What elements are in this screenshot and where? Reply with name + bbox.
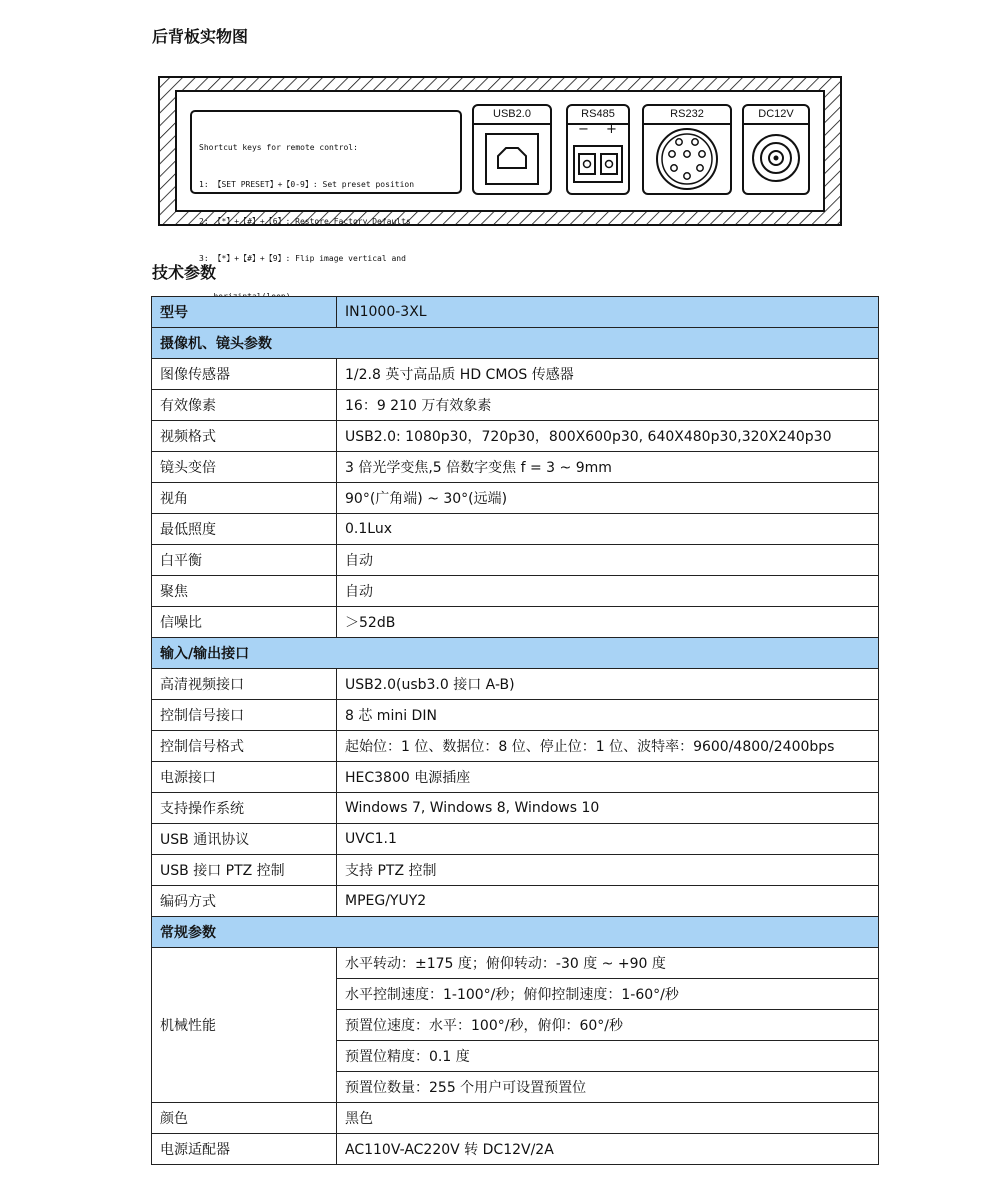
spec-label: 电源接口 bbox=[152, 762, 337, 793]
table-row bbox=[152, 297, 879, 328]
table-row bbox=[152, 700, 879, 731]
table-row bbox=[152, 607, 879, 638]
table-row bbox=[152, 793, 879, 824]
section-title: 摄像机、镜头参数 bbox=[152, 328, 879, 359]
spec-value: USB2.0(usb3.0 接口 A-B) bbox=[337, 669, 879, 700]
spec-label: 图像传感器 bbox=[152, 359, 337, 390]
mechanical-label: 机械性能 bbox=[152, 948, 337, 1103]
spec-label: USB 接口 PTZ 控制 bbox=[152, 855, 337, 886]
table-row bbox=[152, 452, 879, 483]
section-header-row bbox=[152, 917, 879, 948]
spec-value: HEC3800 电源插座 bbox=[337, 762, 879, 793]
usb-port-label: USB2.0 bbox=[474, 106, 550, 125]
spec-value: 预置位数量：255 个用户可设置预置位 bbox=[337, 1072, 879, 1103]
table-row bbox=[152, 886, 879, 917]
shortcut-line: Shortcut keys for remote control: bbox=[199, 142, 358, 152]
dc12v-port bbox=[742, 104, 810, 195]
spec-label: 控制信号接口 bbox=[152, 700, 337, 731]
spec-label: 视角 bbox=[152, 483, 337, 514]
section-header-row bbox=[152, 638, 879, 669]
table-row bbox=[152, 1134, 879, 1165]
table-row bbox=[152, 855, 879, 886]
tech-specs-heading: 技术参数 bbox=[152, 263, 217, 282]
spec-label: 高清视频接口 bbox=[152, 669, 337, 700]
spec-label: 视频格式 bbox=[152, 421, 337, 452]
spec-value: 0.1Lux bbox=[337, 514, 879, 545]
spec-value: MPEG/YUY2 bbox=[337, 886, 879, 917]
model-value: IN1000-3XL bbox=[337, 297, 879, 328]
rear-panel-diagram bbox=[158, 76, 842, 264]
spec-value: UVC1.1 bbox=[337, 824, 879, 855]
spec-label: 镜头变倍 bbox=[152, 452, 337, 483]
table-row bbox=[152, 762, 879, 793]
spec-value: 黑色 bbox=[337, 1103, 879, 1134]
spec-label: 电源适配器 bbox=[152, 1134, 337, 1165]
spec-label: 支持操作系统 bbox=[152, 793, 337, 824]
shortcut-line: 3: 【*】+【#】+【9】: Flip image vertical and bbox=[199, 254, 406, 264]
spec-value: USB2.0: 1080p30，720p30，800X600p30, 640X480p30,320X240p30 bbox=[337, 421, 879, 452]
spec-label: 信噪比 bbox=[152, 607, 337, 638]
terminal-block-icon bbox=[568, 106, 632, 197]
mini-din-connector-icon bbox=[644, 106, 734, 197]
spec-label: 有效像素 bbox=[152, 390, 337, 421]
rs485-port-label: RS485 bbox=[568, 106, 628, 125]
rear-panel-heading: 后背板实物图 bbox=[152, 27, 249, 46]
rs485-port bbox=[566, 104, 630, 195]
spec-value: 水平转动：±175 度；俯仰转动：-30 度 ~ +90 度 bbox=[337, 948, 879, 979]
spec-value: 8 芯 mini DIN bbox=[337, 700, 879, 731]
spec-value: 3 倍光学变焦,5 倍数字变焦 f = 3 ~ 9mm bbox=[337, 452, 879, 483]
spec-value: 预置位速度：水平：100°/秒，俯仰：60°/秒 bbox=[337, 1010, 879, 1041]
spec-value: 起始位：1 位、数据位：8 位、停止位：1 位、波特率：9600/4800/2400bps bbox=[337, 731, 879, 762]
spec-value: 自动 bbox=[337, 576, 879, 607]
table-row bbox=[152, 669, 879, 700]
shortcut-line: 2: 【*】+【#】+【6】: Restore Factory Defaults bbox=[199, 217, 411, 227]
spec-label: 颜色 bbox=[152, 1103, 337, 1134]
spec-label: 控制信号格式 bbox=[152, 731, 337, 762]
table-row bbox=[152, 545, 879, 576]
table-row bbox=[152, 421, 879, 452]
spec-value: Windows 7, Windows 8, Windows 10 bbox=[337, 793, 879, 824]
usb-b-connector-icon bbox=[474, 106, 554, 197]
rs232-port bbox=[642, 104, 732, 195]
rs232-port-label: RS232 bbox=[644, 106, 730, 125]
table-row bbox=[152, 514, 879, 545]
spec-label: 白平衡 bbox=[152, 545, 337, 576]
spec-value: 自动 bbox=[337, 545, 879, 576]
spec-label: 最低照度 bbox=[152, 514, 337, 545]
table-row bbox=[152, 359, 879, 390]
spec-label: 编码方式 bbox=[152, 886, 337, 917]
table-row bbox=[152, 824, 879, 855]
dc12v-port-label: DC12V bbox=[744, 106, 808, 125]
model-label: 型号 bbox=[152, 297, 337, 328]
spec-value: 90°(广角端) ~ 30°(远端) bbox=[337, 483, 879, 514]
table-row bbox=[152, 948, 879, 979]
rs485-minus: − bbox=[578, 122, 589, 137]
spec-label: 聚焦 bbox=[152, 576, 337, 607]
rs485-plus: + bbox=[606, 122, 617, 137]
spec-value: 水平控制速度：1-100°/秒；俯仰控制速度：1-60°/秒 bbox=[337, 979, 879, 1010]
section-title: 常规参数 bbox=[152, 917, 879, 948]
section-header-row bbox=[152, 328, 879, 359]
table-row bbox=[152, 390, 879, 421]
table-row bbox=[152, 576, 879, 607]
spec-value: AC110V-AC220V 转 DC12V/2A bbox=[337, 1134, 879, 1165]
spec-value: 支持 PTZ 控制 bbox=[337, 855, 879, 886]
table-row bbox=[152, 483, 879, 514]
dc-jack-icon bbox=[744, 106, 812, 197]
shortcut-line: 1: 【SET PRESET】+【0-9】: Set preset position bbox=[199, 180, 415, 190]
spec-value: 1/2.8 英寸高品质 HD CMOS 传感器 bbox=[337, 359, 879, 390]
table-row bbox=[152, 1103, 879, 1134]
spec-value: 预置位精度：0.1 度 bbox=[337, 1041, 879, 1072]
spec-table bbox=[151, 296, 879, 1165]
spec-value: ＞52dB bbox=[337, 607, 879, 638]
section-title: 输入/输出接口 bbox=[152, 638, 879, 669]
spec-label: USB 通讯协议 bbox=[152, 824, 337, 855]
table-row bbox=[152, 731, 879, 762]
shortcut-keys-box bbox=[190, 110, 462, 264]
usb-port bbox=[472, 104, 552, 195]
spec-value: 16：9 210 万有效象素 bbox=[337, 390, 879, 421]
